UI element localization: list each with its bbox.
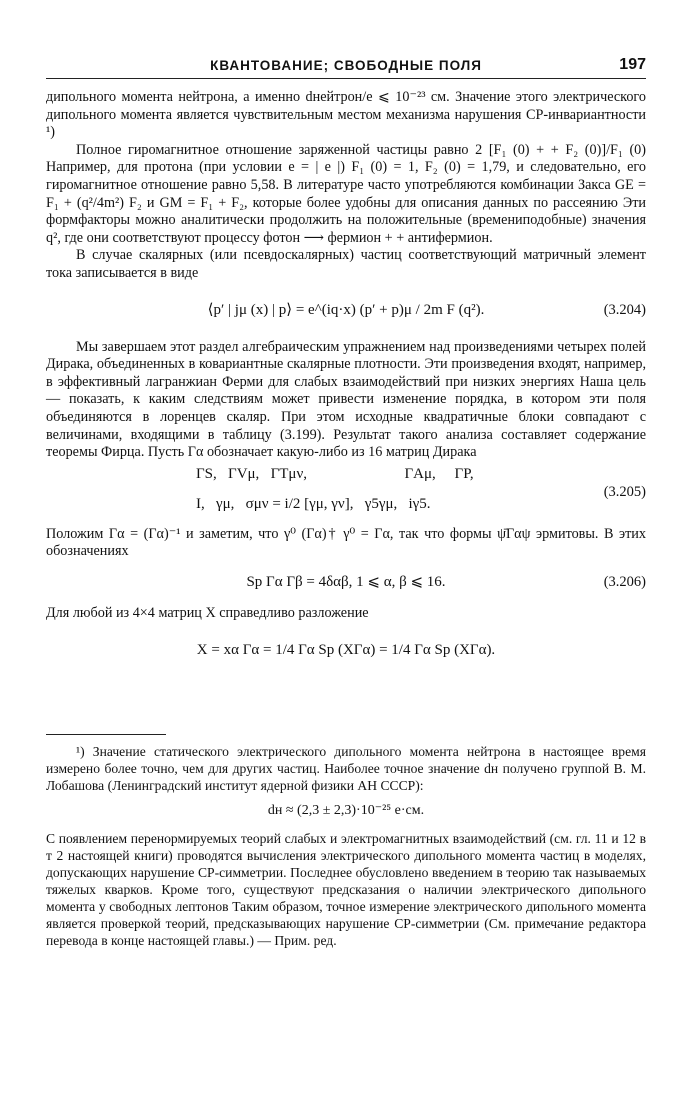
equation-body: ⟨p′ | jμ (x) | p⟩ = e^(iq·x) (p′ + p)μ / 2m F (q²). bbox=[207, 301, 485, 318]
gamma-t: ΓTμν, bbox=[270, 465, 307, 482]
matrix-gamma-mu: γμ, bbox=[216, 495, 235, 512]
equation-number: (3.205) bbox=[603, 483, 646, 500]
equation-body: Sp Γα Γβ = 4δαβ, 1 ⩽ α, β ⩽ 16. bbox=[246, 574, 446, 591]
gamma-a: ΓAμ, bbox=[404, 465, 436, 482]
paragraph-fierz: Мы завершаем этот раздел алгебраическим упражнением над произведениями четырех полей Дирака, объединенных в ковариантные скалярные плотности. Эти произведения входят, например, в эффективный лагранжиан Ферми для слабых взаимодействий при низких энергиях Наша цель — показать, к каким следствиям может привести изменение порядка, в котором эти поля объединяются в лоренцев скаляр. При этом исходные квадратичные блоки совпадают с величинами, входящими в таблицу (3.199). Результат такого анализа составляет содержание теоремы Фирца. Пусть Γα обозначает какую-либо из 16 матриц Дирака bbox=[46, 338, 646, 461]
footnote-continuation: С появлением перенормируемых теорий слабых и электромагнитных взаимодействий (см. гл. 11 и 12 в т 2 настоящей книги) проводятся вычисления электрического дипольного момента частиц в моделях, допускающих нарушение CP-симметрии. Последнее обусловлено введением в теорию так называемых тяжелых кварков. Кроме того, существуют предсказания о наличии электрического дипольного момента у свободных лептонов Таким образом, точное измерение электрического дипольного момента является проверкой теорий, предсказывающих нарушение CP-симметрии (См. примечание редактора перевода в конце настоящей главы.) — Прим. ред. bbox=[46, 831, 646, 949]
equation-body: X = xα Γα = 1/4 Γα Sp (XΓα) = 1/4 Γα Sp (XΓα). bbox=[196, 641, 496, 658]
dirac-basis-names bbox=[196, 466, 474, 484]
matrix-sigma: σμν = i/2 [γμ, γν], bbox=[245, 495, 354, 512]
paragraph-scalar-current: В случае скалярных (или псевдоскалярных) частиц соответствующий матричный элемент тока записывается в виде bbox=[46, 247, 646, 281]
paragraph-gyromagnetic: Полное гиромагнитное отношение заряженной частицы равно 2 [F₁ (0) + + F₂ (0)]/F₁ (0) Например, для протона (при условии e = | e |) F₁ (0) = 1, F₂ (0) = 1,79, и следовательно, его гиромагнитное отношение равно 5,58. В литературе часто употребляются комбинации Закса GE = F₁ + (q²/4m²) F₂ и GM = F₁ + F₂, которые более удобны для описания данных по рассеянию Эти формфакторы можно аналитически продолжить на положительные (времениподобные) значения q², где они соответствуют процессу фотон ⟶ фермион + + антифермион. bbox=[46, 141, 646, 246]
matrix-i-gamma5: iγ5. bbox=[408, 495, 431, 512]
running-header bbox=[46, 52, 646, 79]
running-title: КВАНТОВАНИЕ; СВОБОДНЫЕ ПОЛЯ bbox=[210, 58, 482, 73]
main-text bbox=[46, 89, 646, 949]
matrix-gamma5-gamma: γ5γμ, bbox=[364, 495, 398, 512]
matrix-identity: I, bbox=[196, 495, 205, 512]
paragraph-expansion: Для любой из 4×4 матриц X справедливо разложение bbox=[46, 604, 369, 621]
equation-3-206 bbox=[46, 561, 646, 605]
dirac-basis-matrices bbox=[196, 496, 431, 514]
gamma-s: ΓS, bbox=[196, 465, 217, 482]
equation-3-204 bbox=[46, 283, 646, 339]
footnote-divider bbox=[46, 734, 166, 735]
paragraph-inverse: Положим Γα = (Γα)⁻¹ и заметим, что γ⁰ (Γα)† γ⁰ = Γα, так что формы ψ̄Γαψ эрмитовы. В этих обозначениях bbox=[46, 525, 646, 560]
footnote-text: ¹) Значение статического электрического дипольного момента нейтрона в настоящее время измерено более точно, чем для других частиц. Наиболее точное значение dн получено группой В. М. Лобашова (Ленинградский институт ядерной физики АН СССР): bbox=[46, 744, 646, 794]
page-number: 197 bbox=[619, 56, 646, 73]
footnote-formula: dн ≈ (2,3 ± 2,3)·10⁻²⁵ e·см. bbox=[267, 803, 425, 819]
gamma-v: ΓVμ, bbox=[228, 465, 260, 482]
equation-number: (3.206) bbox=[603, 574, 646, 591]
equation-number: (3.204) bbox=[603, 301, 646, 318]
paragraph-edm: дипольного момента нейтрона, а именно dнейтрон/e ⩽ 10⁻²³ см. Значение этого электрического дипольного момента является чувствительным местом механизма нарушения CP-инвариантности ¹) bbox=[46, 89, 646, 141]
equation-3-205 bbox=[46, 462, 646, 526]
equation-expansion bbox=[46, 622, 646, 678]
gamma-p: ΓP, bbox=[454, 465, 474, 482]
page bbox=[46, 52, 646, 949]
